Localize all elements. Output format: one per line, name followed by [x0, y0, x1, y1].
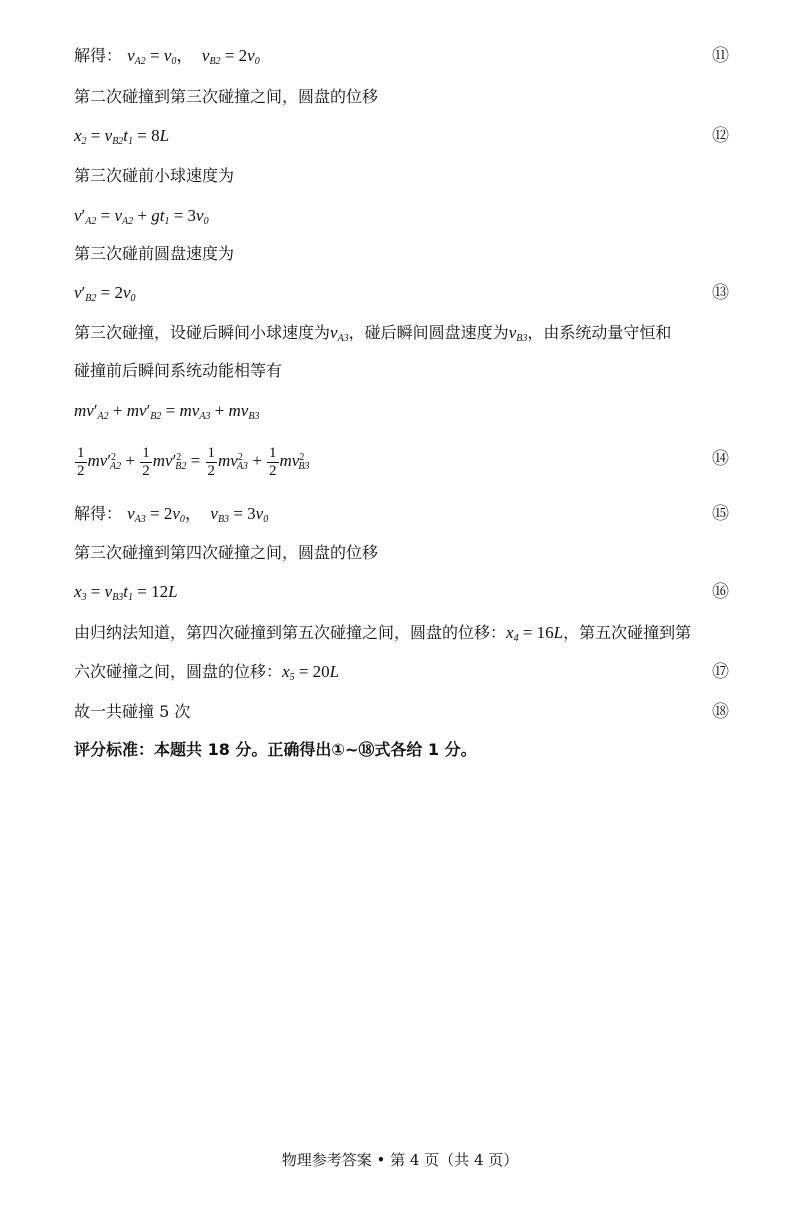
text-line: 第三次碰前圆盘速度为	[74, 244, 235, 263]
equation-11: $v_{A2} = v_0$， $v_{B2} = 2v_0$	[127, 46, 260, 67]
equation-13: $v'_{B2} = 2v_0$	[74, 283, 136, 304]
text-segment: ，由系统动量守恒和	[527, 323, 672, 342]
equation-x5: $x_5 = 20L$	[282, 662, 340, 683]
equation-number-13: ⑬	[712, 283, 729, 303]
equation-number-12: ⑫	[712, 126, 729, 146]
label-solve: 解得：	[74, 46, 123, 65]
text-line: 第三次碰撞到第四次碰撞之间，圆盘的位移	[74, 543, 379, 562]
text-line: 故一共碰撞 5 次	[74, 702, 191, 721]
label-solve: 解得：	[74, 504, 123, 523]
text-line	[74, 322, 671, 350]
equation-number-17: ⑰	[712, 662, 729, 682]
equation-number-14: ⑭	[712, 449, 729, 469]
text-line	[74, 661, 339, 689]
equation-number-16: ⑯	[712, 582, 729, 602]
equation-15: $v_{A3} = 2v_0$， $v_{B3} = 3v_0$	[127, 504, 269, 525]
text-segment: 由归纳法知道，第四次碰撞到第五次碰撞之间，圆盘的位移：	[74, 623, 507, 642]
equation-14: $\frac{1}{2}$ $mv'^2_{A2}$ + $\frac{1}{2}$ $mv'^2_{B2}$ = $\frac{1}{2}$ $mv^2_{A3}$ + $\frac{1}{2}$ $mv^2_{B3}$	[77, 444, 310, 479]
text-segment: ，碰后瞬间圆盘速度为	[348, 323, 509, 342]
text-line: 第二次碰撞到第三次碰撞之间，圆盘的位移	[74, 87, 379, 106]
solution-line-11	[74, 45, 260, 73]
solution-line-15	[74, 503, 268, 531]
symbol-vb3: $v_{B3}$	[508, 323, 528, 344]
text-segment: ，第五次碰撞到第	[563, 623, 692, 642]
equation-number-18: ⑱	[712, 702, 729, 722]
symbol-va3: $v_{A3}$	[330, 323, 349, 344]
text-line: 第三次碰前小球速度为	[74, 166, 235, 185]
equation-ball-velocity: $v'_{A2} = v_{A2} + gt_1 = 3v_0$	[74, 206, 209, 227]
equation-number-15: ⑮	[712, 504, 729, 524]
equation-momentum: $mv'_{A2} + mv'_{B2} = mv_{A3} + mv_{B3}$	[74, 401, 260, 422]
equation-x4: $x_4 = 16L$	[506, 623, 564, 644]
equation-16: $x_3 = v_{B3}t_1 = 12L$	[74, 582, 178, 603]
page-footer: 物理参考答案 • 第 4 页（共 4 页）	[281, 1151, 519, 1169]
equation-12: $x_2 = v_{B2}t_1 = 8L$	[74, 126, 170, 147]
text-segment: 六次碰撞之间，圆盘的位移：	[74, 662, 283, 681]
text-line: 碰撞前后瞬间系统动能相等有	[74, 361, 283, 380]
equation-number-11: ⑪	[712, 46, 729, 66]
text-line	[74, 622, 691, 650]
grading-criteria: 评分标准：本题共 18 分。正确得出①~⑱式各给 1 分。	[74, 740, 477, 759]
text-segment: 第三次碰撞，设碰后瞬间小球速度为	[74, 323, 331, 342]
